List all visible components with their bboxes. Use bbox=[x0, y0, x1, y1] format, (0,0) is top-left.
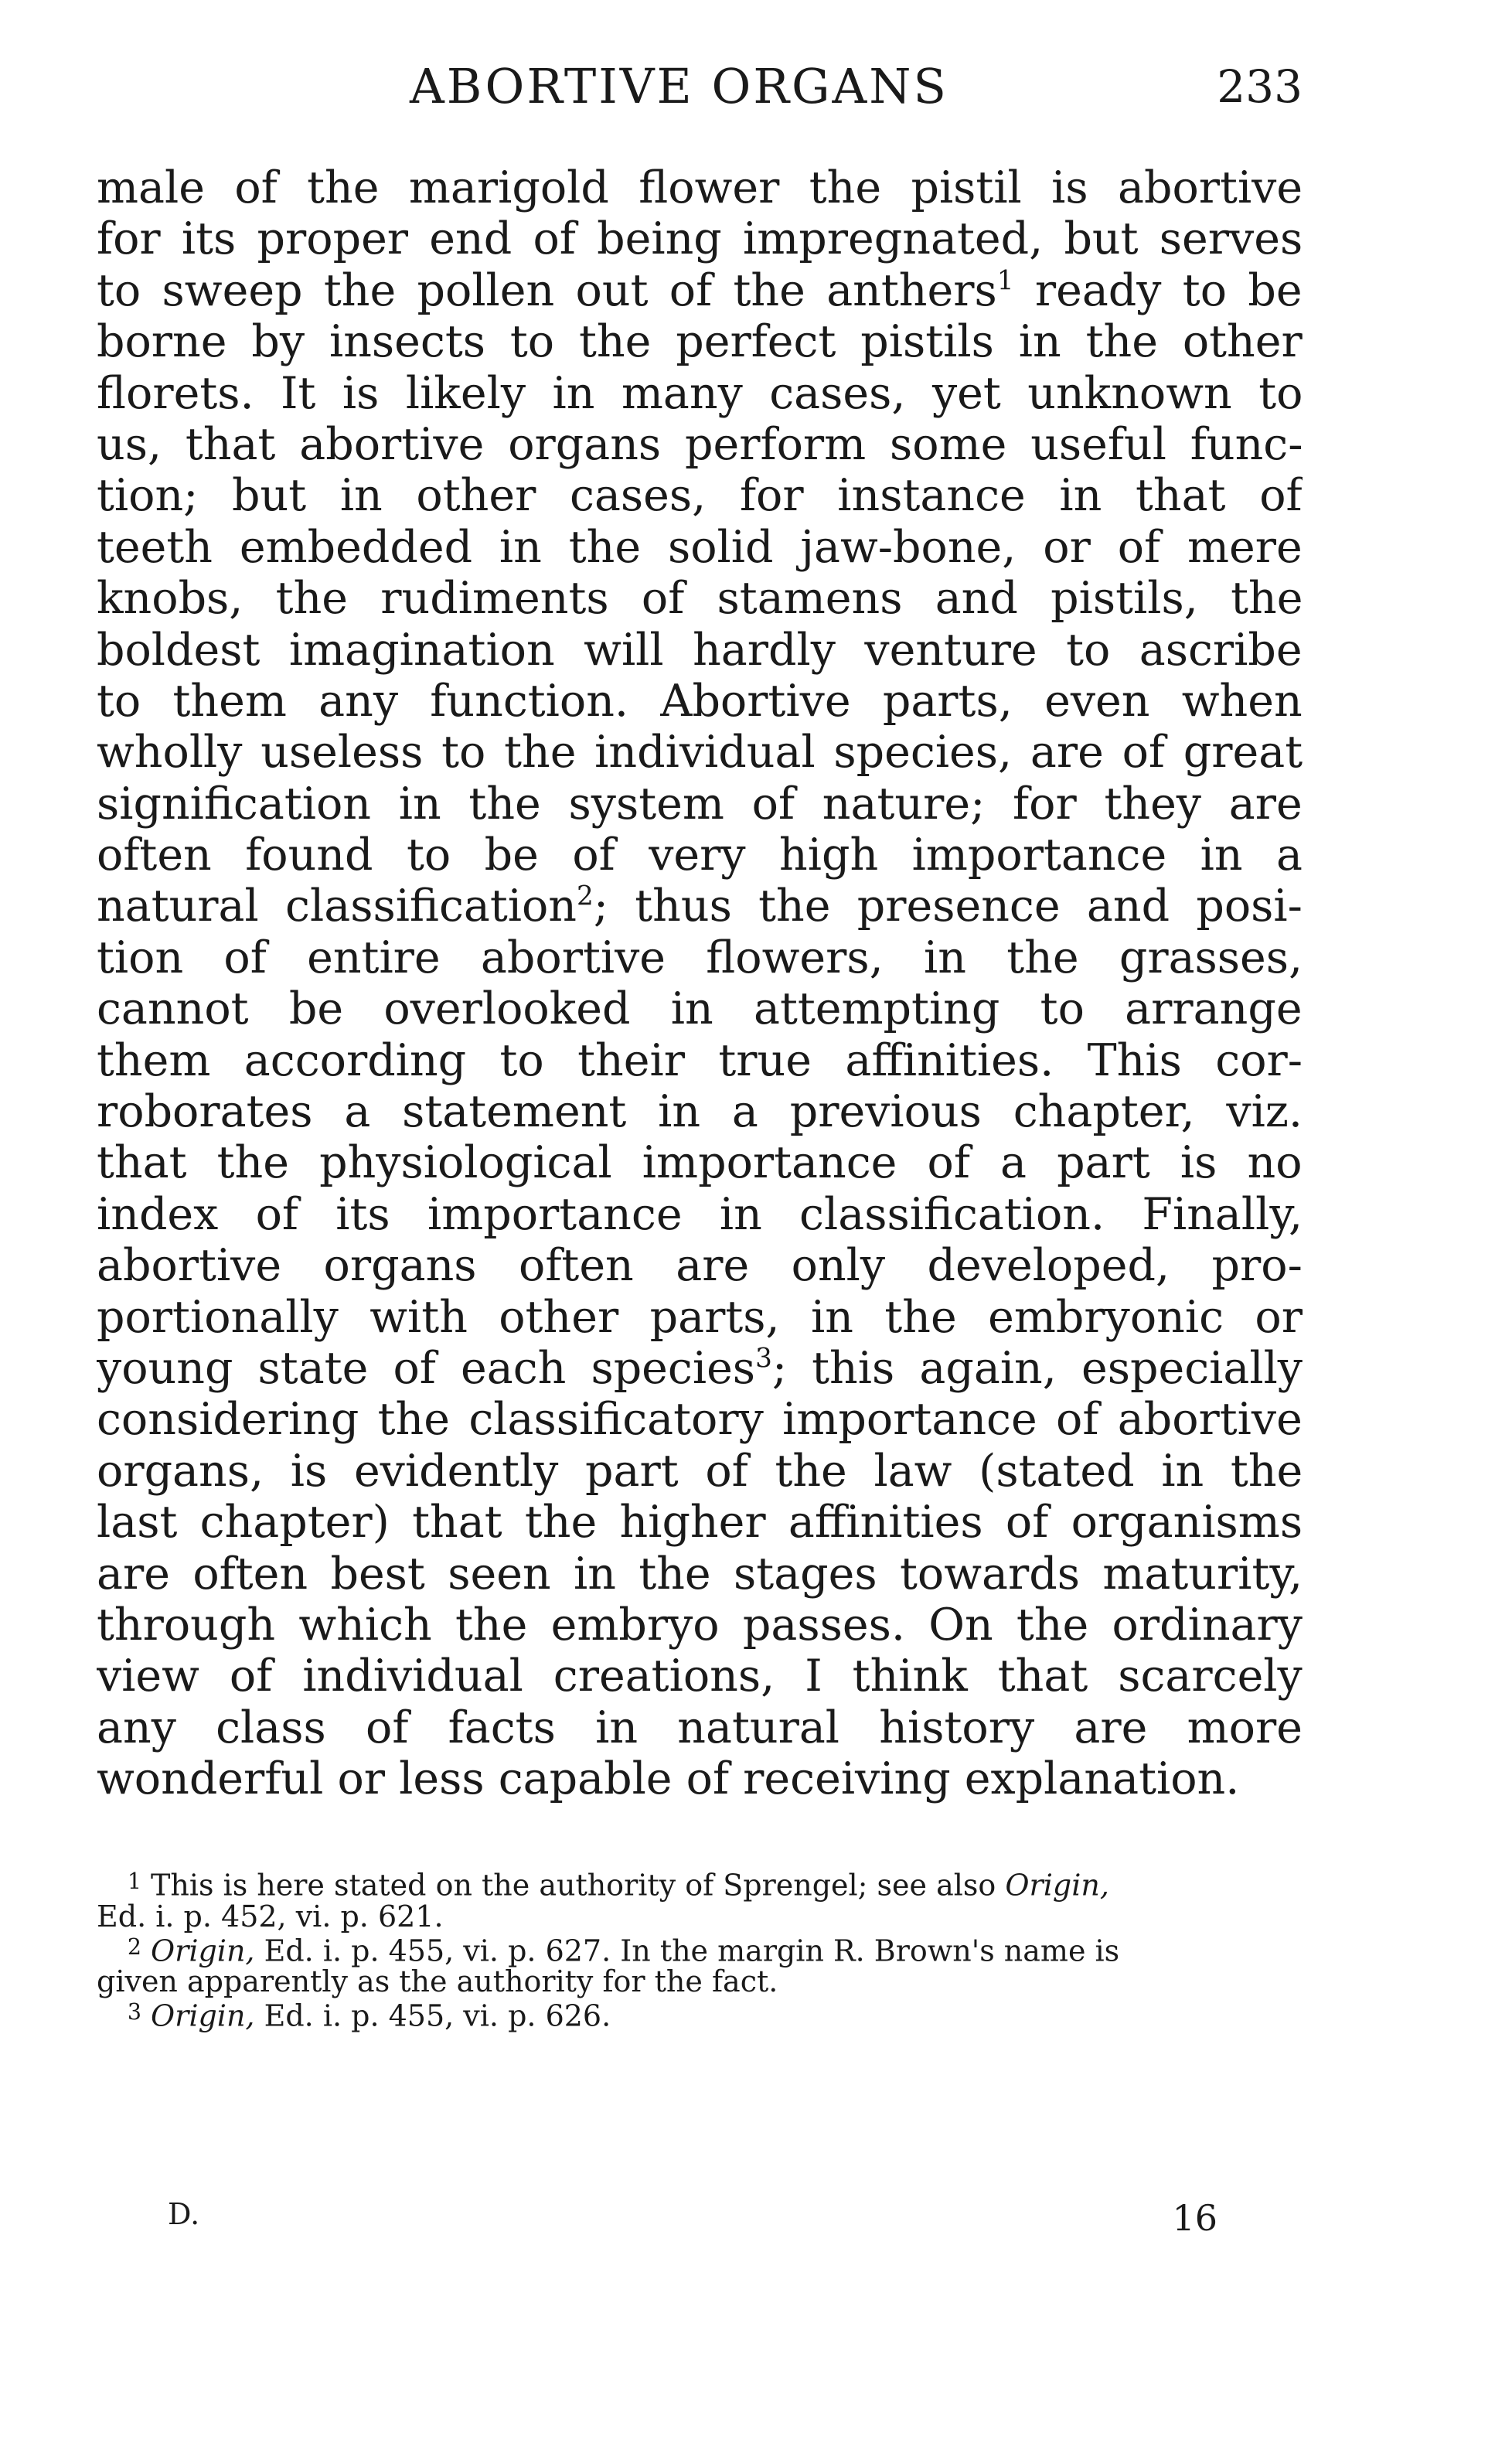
text-line: through which the embryo passes. On the ordinary bbox=[97, 1599, 1303, 1651]
footnote-text: This is here stated on the authority of Sprengel; see also bbox=[151, 1868, 1006, 1903]
text-fragment: ready to be bbox=[1013, 264, 1303, 316]
footnote-text: Ed. i. p. 455, vi. p. 626. bbox=[254, 1998, 611, 2033]
footnote-marker: 3 bbox=[127, 1999, 141, 2025]
footnote-text: Ed. i. p. 452, vi. p. 621. bbox=[97, 1899, 444, 1933]
text-line: roborates a statement in a previous chapter, viz. bbox=[97, 1086, 1303, 1138]
text-line: borne by insects to the perfect pistils in the other bbox=[97, 316, 1303, 368]
footnote-ref-3: 3 bbox=[755, 1343, 772, 1375]
footnote-marker: 1 bbox=[127, 1869, 141, 1894]
page-footer bbox=[97, 2197, 1303, 2243]
running-header bbox=[97, 56, 1303, 118]
text-line: male of the marigold flower the pistil is abortive bbox=[97, 162, 1303, 213]
text-line: portionally with other parts, in the embryonic or bbox=[97, 1291, 1303, 1343]
text-line: to them any function. Abortive parts, even when bbox=[97, 675, 1303, 727]
footnote-italic: Origin, bbox=[1005, 1868, 1109, 1903]
footnote-italic: Origin, bbox=[151, 1933, 255, 1968]
text-line: boldest imagination will hardly venture to ascribe bbox=[97, 624, 1303, 676]
text-line: tion; but in other cases, for instance in that of bbox=[97, 470, 1303, 522]
text-line: teeth embedded in the solid jaw-bone, or of mere bbox=[97, 521, 1303, 573]
text-line: florets. It is likely in many cases, yet unknown to bbox=[97, 367, 1303, 419]
text-line: often found to be of very high importance in a bbox=[97, 830, 1303, 881]
text-line: are often best seen in the stages towards maturity, bbox=[97, 1548, 1303, 1600]
text-line: cannot be overlooked in attempting to arrange bbox=[97, 983, 1303, 1035]
text-line: us, that abortive organs perform some useful func- bbox=[97, 418, 1303, 470]
body-paragraph bbox=[97, 162, 1303, 1805]
signature-mark: D. bbox=[168, 2197, 200, 2231]
footnote-1 bbox=[97, 1866, 1303, 1932]
footnote-ref-2: 2 bbox=[577, 881, 594, 912]
text-line: last chapter) that the higher affinities of organisms bbox=[97, 1497, 1303, 1548]
text-fragment: ; this again, especially bbox=[771, 1342, 1303, 1394]
footnote-text: given apparently as the authority for the fact. bbox=[97, 1964, 778, 1999]
text-line bbox=[97, 1343, 1303, 1394]
footnote-text: Ed. i. p. 455, vi. p. 627. In the margin R. Brown's name is bbox=[254, 1933, 1120, 1968]
text-line: for its proper end of being impregnated, but serves bbox=[97, 213, 1303, 265]
text-line: any class of facts in natural history are more bbox=[97, 1702, 1303, 1753]
sheet-number: 16 bbox=[1172, 2197, 1217, 2239]
text-fragment: to sweep the pollen out of the anthers bbox=[97, 264, 997, 316]
footnote-3 bbox=[97, 1997, 1303, 2032]
text-line bbox=[97, 881, 1303, 932]
text-line: signification in the system of nature; for they are bbox=[97, 778, 1303, 830]
text-line: abortive organs often are only developed, pro- bbox=[97, 1240, 1303, 1292]
text-line: considering the classificatory importance of abortive bbox=[97, 1394, 1303, 1446]
text-line: that the physiological importance of a part is no bbox=[97, 1137, 1303, 1189]
chapter-title: ABORTIVE ORGANS bbox=[410, 58, 949, 114]
text-fragment: young state of each species bbox=[97, 1342, 756, 1394]
footnote-marker: 2 bbox=[127, 1933, 141, 1960]
text-fragment: ; thus the presence and posi- bbox=[593, 881, 1303, 932]
text-line: tion of entire abortive flowers, in the grasses, bbox=[97, 932, 1303, 983]
text-line: organs, is evidently part of the law (stated in the bbox=[97, 1445, 1303, 1497]
text-line: view of individual creations, I think that scarcely bbox=[97, 1651, 1303, 1702]
text-line: them according to their true affinities. This cor- bbox=[97, 1034, 1303, 1086]
page-number: 233 bbox=[1217, 60, 1303, 113]
text-line: wonderful or less capable of receiving explanation. bbox=[97, 1753, 1240, 1805]
text-fragment: natural classification bbox=[97, 881, 577, 932]
text-line: index of its importance in classification. Finally, bbox=[97, 1188, 1303, 1240]
text-line: knobs, the rudiments of stamens and pistils, the bbox=[97, 573, 1303, 625]
text-line bbox=[97, 265, 1303, 316]
text-line: wholly useless to the individual species, are of great bbox=[97, 727, 1303, 778]
footnotes bbox=[97, 1866, 1303, 2032]
footnote-italic: Origin, bbox=[151, 1998, 255, 2033]
footnote-ref-1: 1 bbox=[996, 265, 1014, 297]
footnote-2 bbox=[97, 1932, 1303, 1998]
